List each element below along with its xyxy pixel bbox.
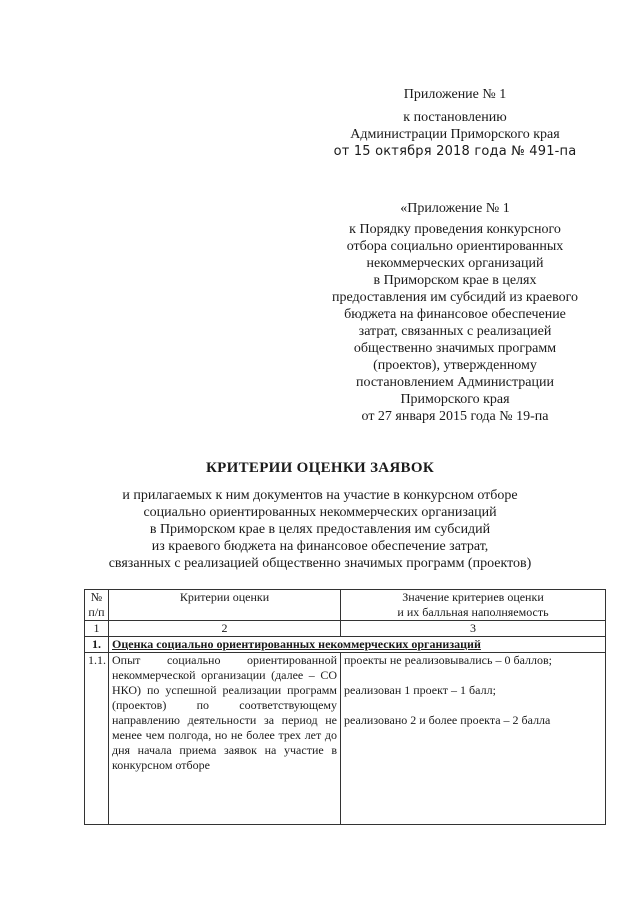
resolution-date-stamp: от 15 октября 2018 года № 491-па bbox=[333, 144, 577, 159]
header-number: № п/п bbox=[85, 590, 109, 621]
document-subtitle bbox=[60, 487, 580, 572]
header-criteria: Критерии оценки bbox=[109, 590, 341, 621]
section-row bbox=[85, 637, 606, 653]
column-number: 2 bbox=[109, 621, 341, 637]
quoted-appendix-header bbox=[300, 200, 610, 425]
quoted-appendix-line: отбора социально ориентированных bbox=[346, 239, 564, 254]
quoted-appendix-line: некоммерческих организаций bbox=[366, 256, 544, 271]
quoted-appendix-line: затрат, связанных с реализацией bbox=[358, 324, 552, 339]
appendix-number: Приложение № 1 bbox=[403, 87, 507, 102]
quoted-appendix-line: в Приморском крае в целях bbox=[373, 273, 537, 288]
column-number: 3 bbox=[341, 621, 606, 637]
quoted-appendix-line: к Порядку проведения конкурсного bbox=[349, 222, 561, 237]
section-title: Оценка социально ориентированных некоммерческих организаций bbox=[109, 637, 606, 653]
resolution-appendix-header bbox=[300, 86, 610, 160]
appendix-authority: Администрации Приморского края bbox=[350, 127, 560, 142]
quoted-appendix-line: Приморского края bbox=[400, 392, 510, 407]
score-value: реализовано 2 и более проекта – 2 балла bbox=[344, 713, 551, 727]
quoted-appendix-line: (проектов), утвержденному bbox=[373, 358, 537, 373]
quoted-appendix-line: постановлением Администрации bbox=[356, 375, 554, 390]
score-value: реализован 1 проект – 1 балл; bbox=[344, 683, 496, 697]
row-number: 1.1. bbox=[85, 653, 109, 825]
column-numbering-row bbox=[85, 621, 606, 637]
quoted-appendix-line: бюджета на финансовое обеспечение bbox=[344, 307, 566, 322]
header-values-line: и их балльная наполняемость bbox=[397, 605, 549, 619]
table-row bbox=[85, 653, 606, 825]
table-header-row bbox=[85, 590, 606, 621]
column-number: 1 bbox=[85, 621, 109, 637]
header-values-line: Значение критериев оценки bbox=[402, 590, 544, 604]
header-values bbox=[341, 590, 606, 621]
subtitle-line: и прилагаемых к ним документов на участие в конкурсном отборе bbox=[122, 488, 518, 503]
score-value: проекты не реализовывались – 0 баллов; bbox=[344, 653, 552, 667]
quoted-appendix-line: предоставления им субсидий из краевого bbox=[331, 290, 579, 305]
document-title: КРИТЕРИИ ОЦЕНКИ ЗАЯВОК bbox=[206, 460, 434, 476]
appendix-reference: к постановлению bbox=[403, 110, 507, 125]
criteria-table bbox=[84, 589, 606, 825]
score-values bbox=[341, 653, 606, 825]
criterion-text: Опыт социально ориентированной некоммерческой организации (далее – СО НКО) по успешной реализации программ (проектов) по соответствующему направлению деятельности за период не менее чем полгода, но не более трех лет до дня начала приема заявок на участие в конкурсном отборе bbox=[109, 653, 341, 825]
subtitle-line: в Приморском крае в целях предоставления им субсидий bbox=[149, 522, 491, 537]
quoted-appendix-number: «Приложение № 1 bbox=[400, 201, 510, 216]
subtitle-line: социально ориентированных некоммерческих организаций bbox=[143, 505, 497, 520]
section-number: 1. bbox=[85, 637, 109, 653]
quoted-appendix-line: общественно значимых программ bbox=[353, 341, 557, 356]
subtitle-line: связанных с реализацией общественно значимых программ (проектов) bbox=[108, 556, 532, 571]
subtitle-line: из краевого бюджета на финансовое обеспечение затрат, bbox=[151, 539, 489, 554]
quoted-appendix-line: от 27 января 2015 года № 19-па bbox=[361, 409, 549, 424]
